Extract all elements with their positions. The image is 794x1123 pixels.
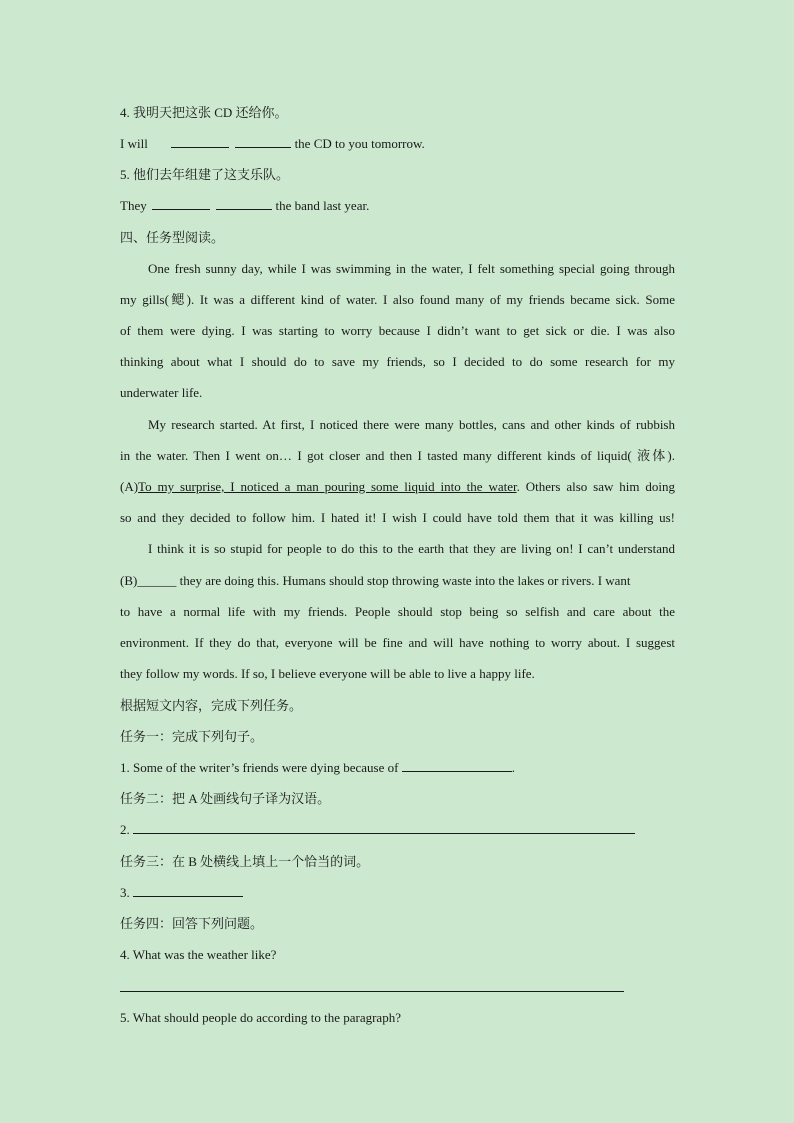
q5-blank-1[interactable]: [152, 197, 210, 210]
q4-pre: I will: [120, 136, 148, 151]
task4-q4: 4. What was the weather like?: [120, 947, 277, 962]
task1-q1-end: .: [511, 760, 515, 775]
q5-pre: They: [120, 198, 147, 213]
section-title: 四、任务型阅读。: [120, 230, 225, 245]
passage-line-b: [120, 572, 675, 590]
task3-title: 任务三：在 B 处横线上填上一个恰当的词。: [120, 854, 370, 869]
q4-post: the CD to you tomorrow.: [294, 136, 425, 151]
passage-line: my gills(鳃). It was a different kind of water. I also found many of my friends became sick. Some: [120, 292, 675, 307]
passage-line-a: [120, 478, 675, 496]
task4-q5: 5. What should people do according to the paragraph?: [120, 1010, 401, 1025]
passage-line: underwater life.: [120, 385, 203, 400]
q5-post: the band last year.: [275, 198, 370, 213]
task2-title: 任务二：把 A 处画线句子译为汉语。: [120, 791, 331, 806]
q4-blank-2[interactable]: [235, 135, 291, 148]
passage-line: I think it is so stupid for people to do this to the earth that they are living on! I can’t understand: [148, 541, 675, 556]
q5-blank-2[interactable]: [216, 197, 272, 210]
q4-prompt: 4. 我明天把这张 CD 还给你。: [120, 105, 288, 120]
task3-q3: 3.: [120, 885, 130, 900]
passage-line: so and they decided to follow him. I hated it! I wish I could have told them that it was killing us!: [120, 510, 675, 525]
passage-line: thinking about what I should do to save my friends, so I decided to do some research for my: [120, 354, 675, 369]
task3-answer-blank[interactable]: [133, 884, 243, 897]
passage-line: they follow my words. If so, I believe everyone will be able to live a happy life.: [120, 666, 535, 681]
passage-line: One fresh sunny day, while I was swimming in the water, I felt something special going through: [148, 261, 675, 276]
q4-blank-1[interactable]: [171, 135, 229, 148]
passage-line: in the water. Then I went on… I got closer and then I tasted many different kinds of liquid( 液体).: [120, 448, 675, 463]
q4-sentence: [120, 135, 675, 153]
task4-title: 任务四：回答下列问题。: [120, 916, 264, 931]
task1-q1: 1. Some of the writer’s friends were dying because of: [120, 760, 399, 775]
task1-answer-blank[interactable]: [402, 759, 512, 772]
passage-line: of them were dying. I was starting to worry because I didn’t want to get sick or die. I was also: [120, 323, 675, 338]
mark-b: (B): [120, 573, 138, 588]
blank-b[interactable]: ______: [137, 573, 177, 588]
q5-prompt: 5. 他们去年组建了这支乐队。: [120, 167, 290, 182]
task1-question: [120, 759, 675, 777]
passage-line: My research started. At first, I noticed there were many bottles, cans and other kinds of rubbish: [148, 417, 675, 432]
task2-q2: 2.: [120, 822, 130, 837]
task1-title: 任务一：完成下列句子。: [120, 729, 264, 744]
instructions: 根据短文内容，完成下列任务。: [120, 698, 303, 713]
task4-q4-answer-line[interactable]: [120, 991, 624, 992]
passage-text: . Others also saw him doing: [516, 479, 676, 494]
q5-sentence: [120, 197, 675, 215]
passage-line: environment. If they do that, everyone will be fine and will have nothing to worry about. I suggest: [120, 635, 675, 650]
task2-answer-blank[interactable]: [133, 821, 635, 834]
underlined-sentence-a: To my surprise, I noticed a man pouring some liquid into the water: [138, 479, 517, 494]
passage-line: to have a normal life with my friends. People should stop being so selfish and care about the: [120, 604, 675, 619]
task2-question: [120, 821, 675, 839]
mark-a: (A): [120, 479, 139, 494]
passage-text: they are doing this. Humans should stop throwing waste into the lakes or rivers. I want: [179, 573, 631, 588]
task3-question: [120, 884, 675, 902]
